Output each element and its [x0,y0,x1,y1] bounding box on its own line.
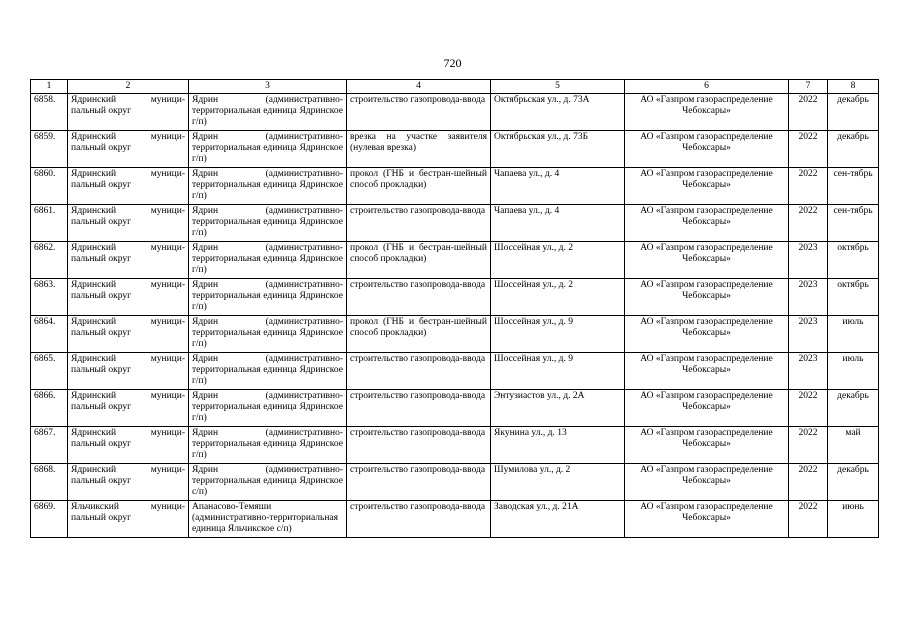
column-header: 7 [789,80,828,94]
year-cell: 2022 [789,464,828,501]
table-row [31,242,879,279]
gas-works-table [30,79,879,538]
locality-cell: Ядрин (административно-территориальная единица Ядринское г/п) [189,353,347,390]
column-header: 2 [68,80,189,94]
year-cell: 2022 [789,131,828,168]
table-row [31,168,879,205]
address-cell: Заводская ул., д. 21А [491,501,625,538]
table-row [31,390,879,427]
month-cell: декабрь [828,464,879,501]
locality-cell: Ядрин (административно-территориальная единица Ядринское с/п) [189,464,347,501]
locality-cell: Ядрин (административно-территориальная единица Ядринское г/п) [189,131,347,168]
row-number: 6859. [31,131,68,168]
column-header: 3 [189,80,347,94]
work-type-cell: строительство газопровода-ввода [347,279,491,316]
table-row [31,464,879,501]
table-row [31,353,879,390]
work-type-cell: прокол (ГНБ и бестран-шейный способ прокладки) [347,242,491,279]
address-cell: Якунина ул., д. 13 [491,427,625,464]
column-header: 4 [347,80,491,94]
district-cell: Ядринский муници-пальный округ [68,205,189,242]
address-cell: Шоссейная ул., д. 9 [491,353,625,390]
locality-cell: Ядрин (административно-территориальная единица Ядринское г/п) [189,427,347,464]
month-cell: июль [828,353,879,390]
year-cell: 2023 [789,279,828,316]
month-cell: июль [828,316,879,353]
row-number: 6865. [31,353,68,390]
locality-cell: Ядрин (административно-территориальная единица Ядринское г/п) [189,94,347,131]
district-cell: Ядринский муници-пальный округ [68,390,189,427]
work-type-cell: прокол (ГНБ и бестран-шейный способ прокладки) [347,316,491,353]
row-number: 6863. [31,279,68,316]
work-type-cell: строительство газопровода-ввода [347,427,491,464]
organization-cell: АО «Газпром газораспределение Чебоксары» [625,279,789,316]
organization-cell: АО «Газпром газораспределение Чебоксары» [625,501,789,538]
district-cell: Ядринский муници-пальный округ [68,427,189,464]
work-type-cell: прокол (ГНБ и бестран-шейный способ прокладки) [347,168,491,205]
column-header: 5 [491,80,625,94]
row-number: 6860. [31,168,68,205]
locality-cell: Ядрин (административно-территориальная единица Ядринское г/п) [189,390,347,427]
table-row [31,94,879,131]
page-number: 720 [443,56,462,70]
row-number: 6861. [31,205,68,242]
district-cell: Ядринский муници-пальный округ [68,94,189,131]
district-cell: Ядринский муници-пальный округ [68,316,189,353]
organization-cell: АО «Газпром газораспределение Чебоксары» [625,168,789,205]
district-cell: Ядринский муници-пальный округ [68,279,189,316]
table-row [31,316,879,353]
district-cell: Ядринский муници-пальный округ [68,464,189,501]
row-number: 6862. [31,242,68,279]
row-number: 6868. [31,464,68,501]
district-cell: Ядринский муници-пальный округ [68,353,189,390]
year-cell: 2022 [789,94,828,131]
organization-cell: АО «Газпром газораспределение Чебоксары» [625,427,789,464]
organization-cell: АО «Газпром газораспределение Чебоксары» [625,316,789,353]
table-row [31,279,879,316]
year-cell: 2022 [789,427,828,464]
table-body [31,94,879,538]
month-cell: октябрь [828,242,879,279]
table-row [31,501,879,538]
row-number: 6858. [31,94,68,131]
address-cell: Шумилова ул., д. 2 [491,464,625,501]
year-cell: 2023 [789,242,828,279]
work-type-cell: строительство газопровода-ввода [347,501,491,538]
row-number: 6866. [31,390,68,427]
month-cell: сен-тябрь [828,168,879,205]
year-cell: 2022 [789,168,828,205]
district-cell: Яльчикский муници-пальный округ [68,501,189,538]
organization-cell: АО «Газпром газораспределение Чебоксары» [625,242,789,279]
month-cell: июнь [828,501,879,538]
year-cell: 2022 [789,205,828,242]
year-cell: 2022 [789,501,828,538]
address-cell: Шоссейная ул., д. 9 [491,316,625,353]
work-type-cell: строительство газопровода-ввода [347,94,491,131]
address-cell: Чапаева ул., д. 4 [491,205,625,242]
work-type-cell: строительство газопровода-ввода [347,464,491,501]
address-cell: Чапаева ул., д. 4 [491,168,625,205]
table-header [31,80,879,94]
table-row [31,427,879,464]
month-cell: сен-тябрь [828,205,879,242]
district-cell: Ядринский муници-пальный округ [68,131,189,168]
address-cell: Октябрьская ул., д. 73А [491,94,625,131]
address-cell: Октябрьская ул., д. 73Б [491,131,625,168]
row-number: 6864. [31,316,68,353]
locality-cell: Ядрин (административно-территориальная единица Ядринское г/п) [189,205,347,242]
column-header: 1 [31,80,68,94]
month-cell: декабрь [828,131,879,168]
month-cell: май [828,427,879,464]
table-row [31,131,879,168]
organization-cell: АО «Газпром газораспределение Чебоксары» [625,353,789,390]
address-cell: Шоссейная ул., д. 2 [491,242,625,279]
district-cell: Ядринский муници-пальный округ [68,242,189,279]
district-cell: Ядринский муници-пальный округ [68,168,189,205]
organization-cell: АО «Газпром газораспределение Чебоксары» [625,390,789,427]
table-row [31,205,879,242]
organization-cell: АО «Газпром газораспределение Чебоксары» [625,205,789,242]
work-type-cell: строительство газопровода-ввода [347,390,491,427]
column-header: 6 [625,80,789,94]
month-cell: октябрь [828,279,879,316]
work-type-cell: строительство газопровода-ввода [347,205,491,242]
column-header: 8 [828,80,879,94]
year-cell: 2022 [789,390,828,427]
organization-cell: АО «Газпром газораспределение Чебоксары» [625,94,789,131]
locality-cell: Ядрин (административно-территориальная единица Ядринское г/п) [189,168,347,205]
locality-cell: Ядрин (административно-территориальная единица Ядринское г/п) [189,242,347,279]
month-cell: декабрь [828,390,879,427]
work-type-cell: врезка на участке заявителя (нулевая врезка) [347,131,491,168]
work-type-cell: строительство газопровода-ввода [347,353,491,390]
month-cell: декабрь [828,94,879,131]
locality-cell: Апанасово-Темяши (административно-территориальная единица Яльчикское с/п) [189,501,347,538]
address-cell: Шоссейная ул., д. 2 [491,279,625,316]
row-number: 6867. [31,427,68,464]
organization-cell: АО «Газпром газораспределение Чебоксары» [625,131,789,168]
organization-cell: АО «Газпром газораспределение Чебоксары» [625,464,789,501]
row-number: 6869. [31,501,68,538]
address-cell: Энтузиастов ул., д. 2А [491,390,625,427]
locality-cell: Ядрин (административно-территориальная единица Ядринское г/п) [189,316,347,353]
year-cell: 2023 [789,353,828,390]
year-cell: 2023 [789,316,828,353]
locality-cell: Ядрин (административно-территориальная единица Ядринское г/п) [189,279,347,316]
